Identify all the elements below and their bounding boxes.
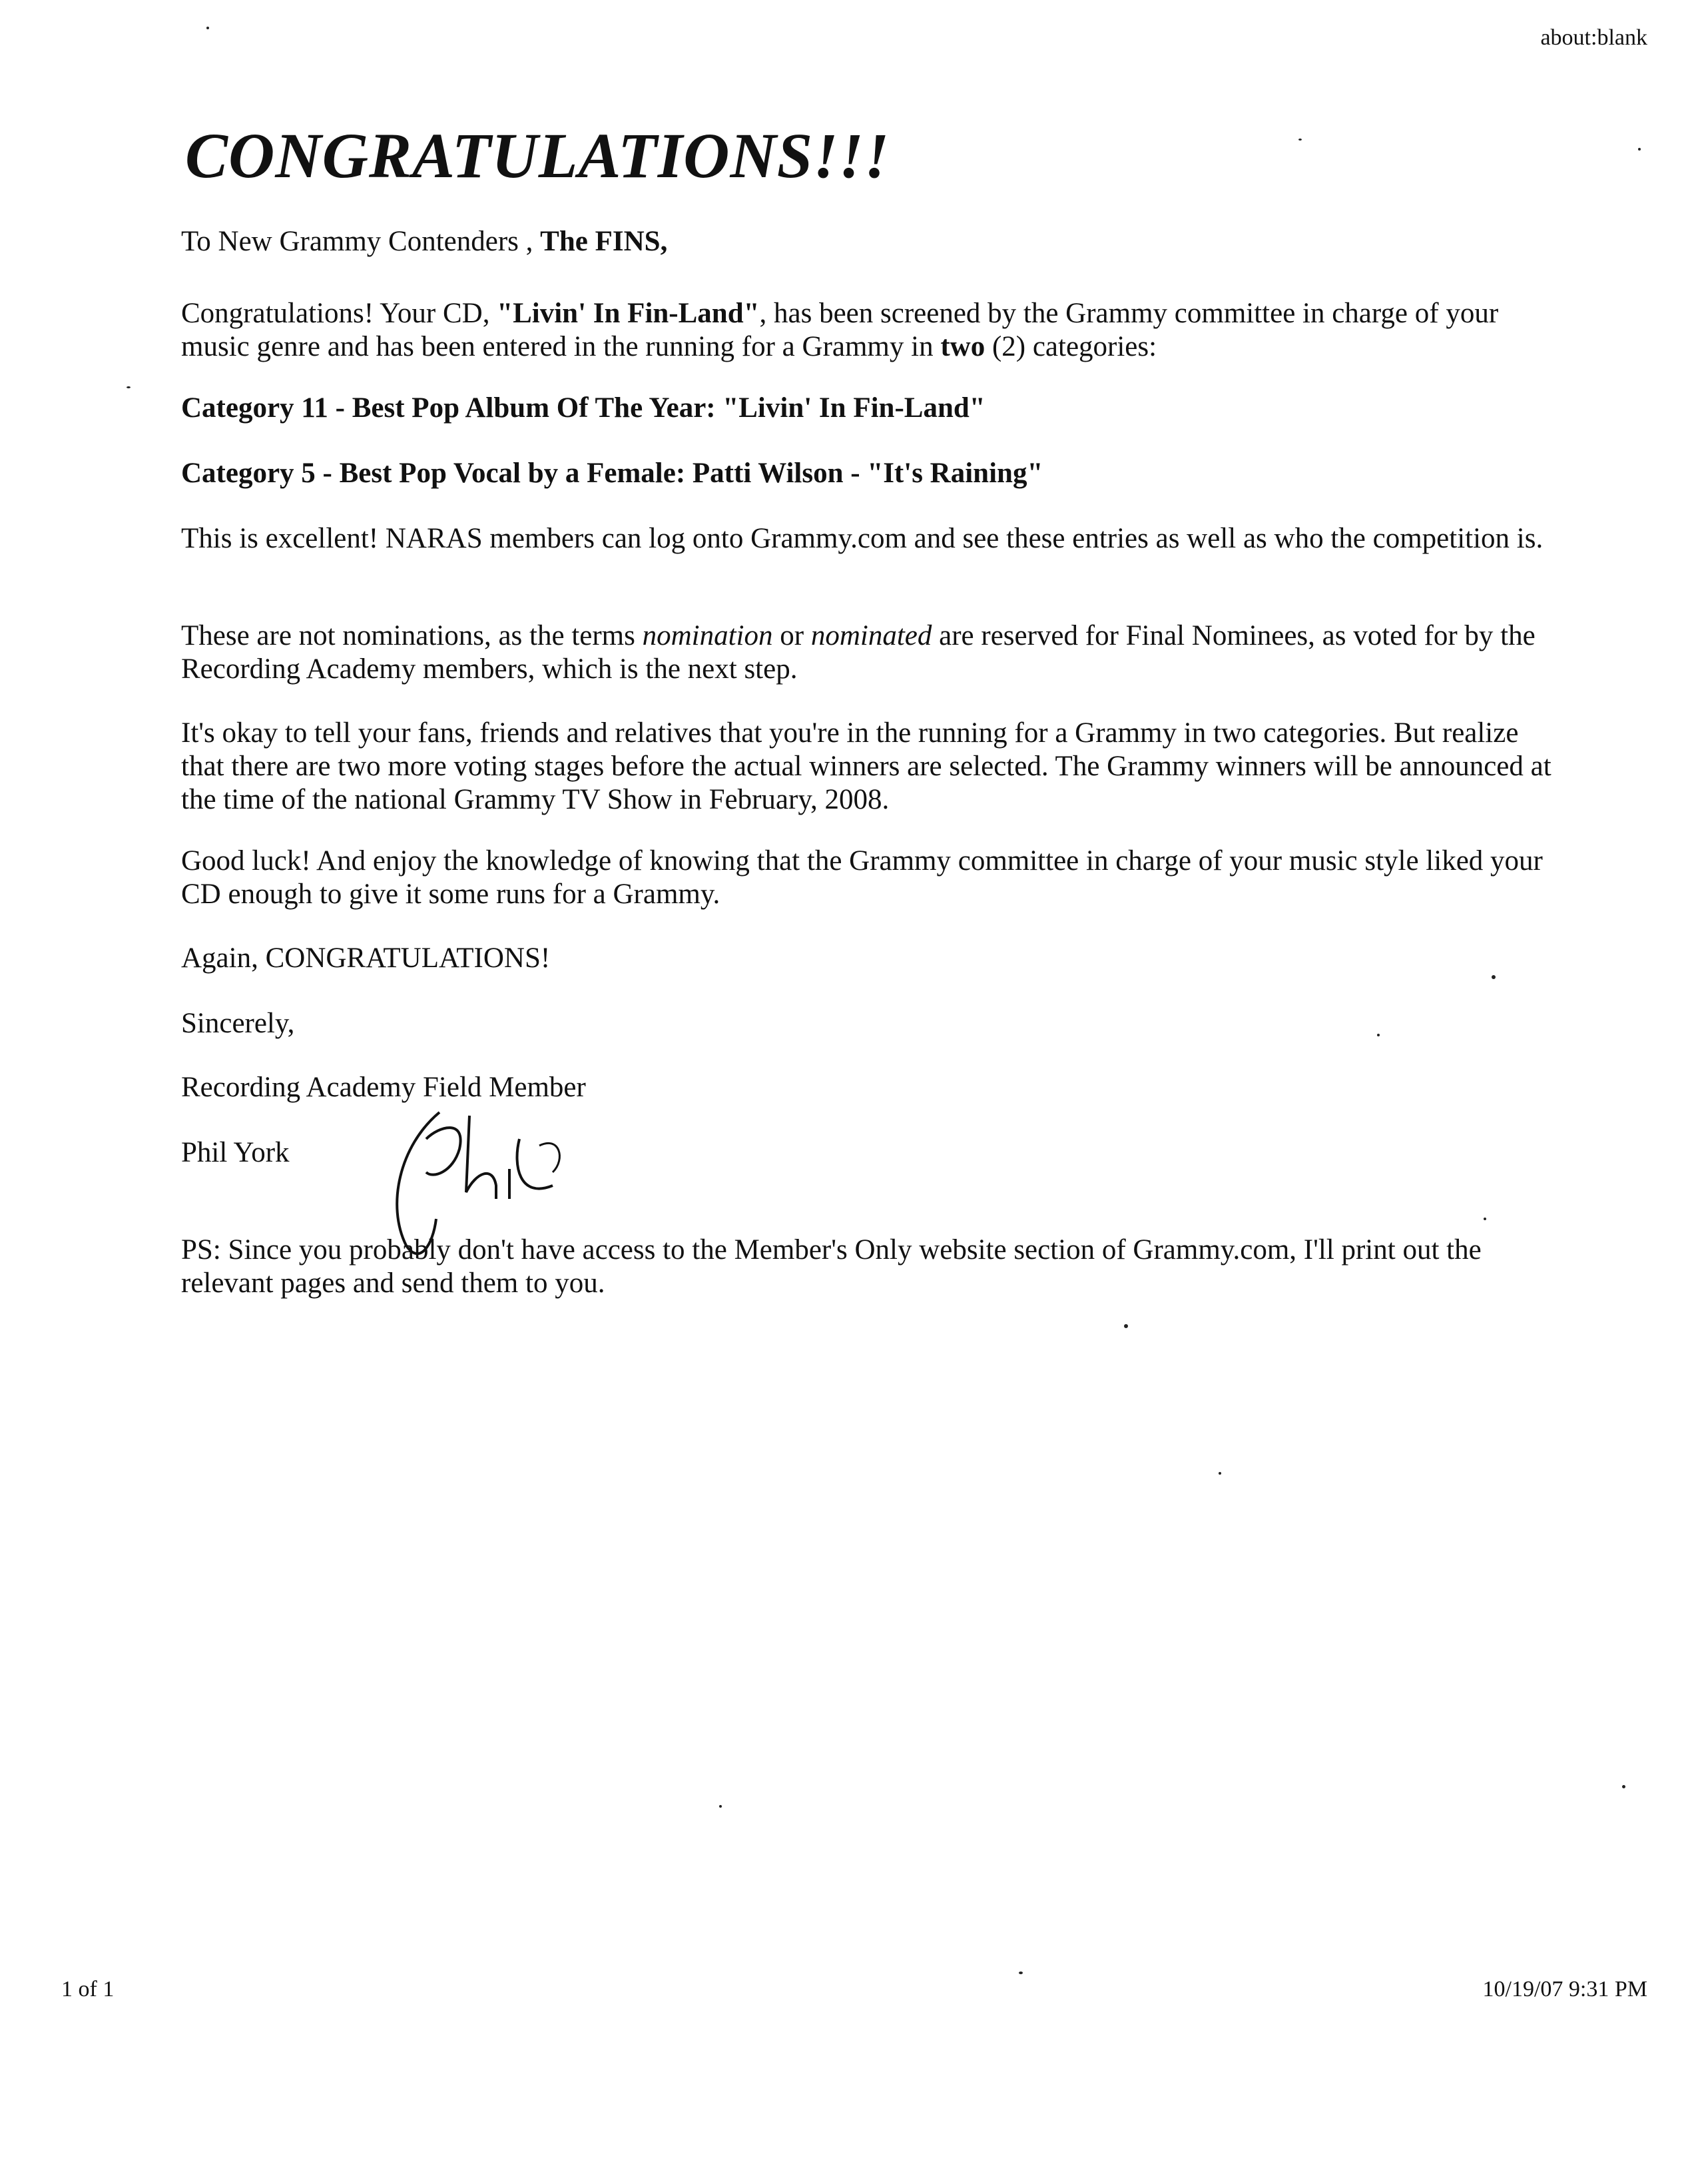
scan-speck (1124, 1324, 1128, 1328)
scan-speck (1484, 1218, 1486, 1220)
scan-speck (1622, 1785, 1625, 1788)
signer-name: Phil York (181, 1137, 290, 1168)
paragraph-screening (181, 297, 1566, 364)
p3-nomination: nomination (642, 620, 773, 651)
scan-speck (1019, 1972, 1023, 1974)
salutation-name: The FINS, (540, 226, 668, 257)
paragraph-not-nominations (181, 619, 1566, 686)
header-url: about:blank (1540, 25, 1647, 50)
p3-nominated: nominated (810, 620, 932, 651)
p3-text-a: These are not nominations, as the terms (181, 620, 643, 651)
footer-datetime: 10/19/07 9:31 PM (1482, 1977, 1647, 2002)
p3-text-b: are reserved for Final Nominees, as voted for by the Recording Academy members, which is the next step. (181, 620, 1536, 685)
salutation (181, 225, 1566, 258)
paragraph-excellent: This is excellent! NARAS members can log onto Grammy.com and see these entries as well as who the competition is. (181, 523, 1544, 554)
p3-or: or (772, 620, 811, 651)
paragraph-again: Again, CONGRATULATIONS! (181, 942, 551, 974)
scan-speck (1492, 975, 1496, 979)
paragraph-running: It's okay to tell your fans, friends and relatives that you're in the running for a Grammy in two categories. But realize that there are two more voting stages before the actual winners are selected. The Grammy winners will be announced at the time of the national Grammy TV Show in February, 2008. (181, 717, 1552, 815)
closing: Sincerely, (181, 1008, 295, 1039)
postscript: PS: Since you probably don't have access to the Member's Only website section of Grammy.com, I'll print out the relevant pages and send them to you. (181, 1234, 1482, 1299)
scan-speck (1298, 139, 1302, 141)
scan-speck (1377, 1034, 1380, 1036)
category-1: Category 11 - Best Pop Album Of The Year: "Livin' In Fin-Land" (181, 392, 986, 424)
p1-text-b: , has been screened by the Grammy committee in charge of your music genre and has been entered in the running for a Grammy in (181, 298, 1499, 362)
scan-speck (1219, 1472, 1221, 1475)
paragraph-good-luck: Good luck! And enjoy the knowledge of knowing that the Grammy committee in charge of your music style liked your CD enough to give it some runs for a Grammy. (181, 845, 1543, 910)
p1-text-c: (2) categories: (985, 331, 1157, 362)
letter-title: CONGRATULATIONS!!! (185, 120, 890, 191)
scan-speck (206, 27, 209, 29)
p1-text-a: Congratulations! Your CD, (181, 298, 497, 329)
signer-title: Recording Academy Field Member (181, 1072, 586, 1103)
scan-speck (719, 1805, 722, 1808)
category-2: Category 5 - Best Pop Vocal by a Female: Patti Wilson - "It's Raining" (181, 458, 1043, 489)
scan-speck (127, 386, 131, 388)
p1-two: two (940, 331, 986, 362)
page-count: 1 of 1 (61, 1977, 115, 2002)
scan-speck (1638, 148, 1641, 151)
p1-cd-title: "Livin' In Fin-Land" (497, 298, 760, 329)
salutation-prefix: To New Grammy Contenders , (181, 226, 541, 257)
